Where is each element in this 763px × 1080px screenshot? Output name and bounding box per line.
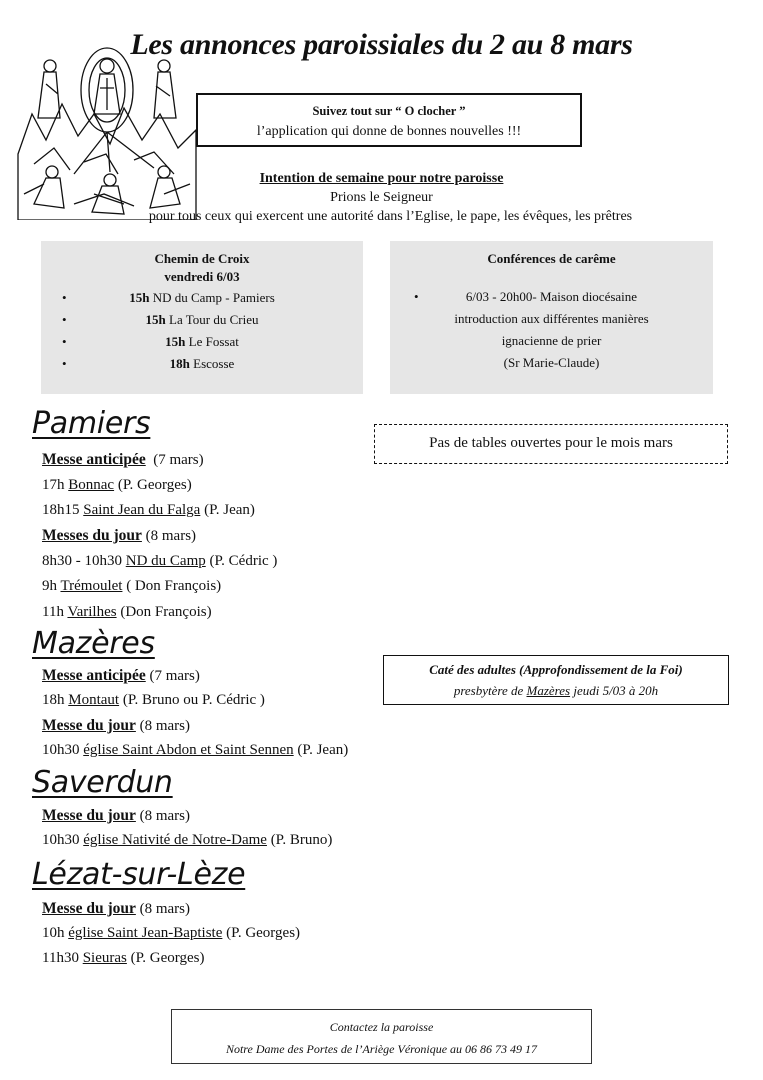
chemin-heading: Chemin de Croix — [154, 251, 250, 266]
chemin-date: vendredi 6/03 — [164, 269, 240, 284]
intention-section — [0, 171, 763, 225]
cate-adultes-box — [383, 655, 729, 705]
list-item: 10h église Saint Jean-Baptiste (P. Georges) — [42, 925, 301, 941]
list-item: 11h30 Sieuras (P. Georges) — [42, 950, 205, 966]
app-promo-text: l’application qui donne de bonnes nouvelles !!! — [256, 124, 522, 139]
messe-du-jour-label: Messe du jour (8 mars) — [42, 900, 191, 917]
list-item: 17h Bonnac (P. Georges) — [42, 477, 192, 493]
list-item: • 15h La Tour du Crieu — [41, 309, 363, 331]
town-heading-pamiers: Pamiers — [32, 406, 151, 441]
list-item: • 15h ND du Camp - Pamiers — [41, 287, 363, 309]
app-promo-title: Suivez tout sur “ O clocher ” — [312, 104, 466, 118]
list-item: 11h Varilhes (Don François) — [42, 604, 212, 620]
messe-anticipee-label: Messe anticipée (7 mars) — [42, 667, 200, 684]
conferences-text: • 6/03 - 20h00- Maison diocésaine introduction aux différentes manières ignacienne de prier (Sr Marie-Claude) — [390, 286, 713, 374]
intention-line-2: pour tous ceux qui exercent une autorité dans l’Eglise, le pape, les évêques, les prêtres — [148, 209, 633, 224]
list-item: • 18h Escosse — [41, 353, 363, 375]
messe-du-jour-label: Messe du jour (8 mars) — [42, 717, 191, 734]
contact-box — [171, 1009, 592, 1064]
page-title: Les annonces paroissiales du 2 au 8 mars — [130, 28, 633, 61]
town-heading-lezat: Lézat-sur-Lèze — [32, 857, 246, 892]
list-item: • 15h Le Fossat — [41, 331, 363, 353]
bullet-icon: • — [414, 289, 419, 304]
messe-du-jour-label: Messe du jour (8 mars) — [42, 807, 191, 824]
conferences-box — [390, 241, 713, 394]
tables-notice: Pas de tables ouvertes pour le mois mars — [374, 424, 728, 464]
list-item: 9h Trémoulet ( Don François) — [42, 578, 222, 594]
intention-heading: Intention de semaine pour notre paroisse — [259, 171, 504, 186]
conferences-heading: Conférences de carême — [487, 251, 616, 266]
list-item: 18h Montaut (P. Bruno ou P. Cédric ) — [42, 692, 265, 708]
cate-title: Caté des adultes (Approfondissement de la Foi) — [429, 662, 683, 677]
messe-anticipee-label: Messe anticipée (7 mars) — [42, 451, 204, 468]
list-item: 10h30 église Nativité de Notre-Dame (P. Bruno) — [42, 832, 333, 848]
town-heading-mazeres: Mazères — [32, 626, 155, 661]
messe-du-jour-label: Messes du jour (8 mars) — [42, 527, 197, 544]
contact-title: Contactez la paroisse — [329, 1020, 434, 1034]
cate-details: presbytère de Mazères jeudi 5/03 à 20h — [453, 683, 659, 698]
town-heading-saverdun: Saverdun — [32, 765, 173, 800]
intention-line-1: Prions le Seigneur — [330, 190, 433, 205]
list-item: 10h30 église Saint Abdon et Saint Sennen (P. Jean) — [42, 742, 349, 758]
list-item: 18h15 Saint Jean du Falga (P. Jean) — [42, 502, 255, 518]
contact-details: Notre Dame des Portes de l’Ariège Véronique au 06 86 73 49 17 — [225, 1042, 538, 1056]
list-item: 8h30 - 10h30 ND du Camp (P. Cédric ) — [42, 553, 278, 569]
app-promo-box — [196, 93, 582, 147]
chemin-de-croix-box — [41, 241, 363, 394]
